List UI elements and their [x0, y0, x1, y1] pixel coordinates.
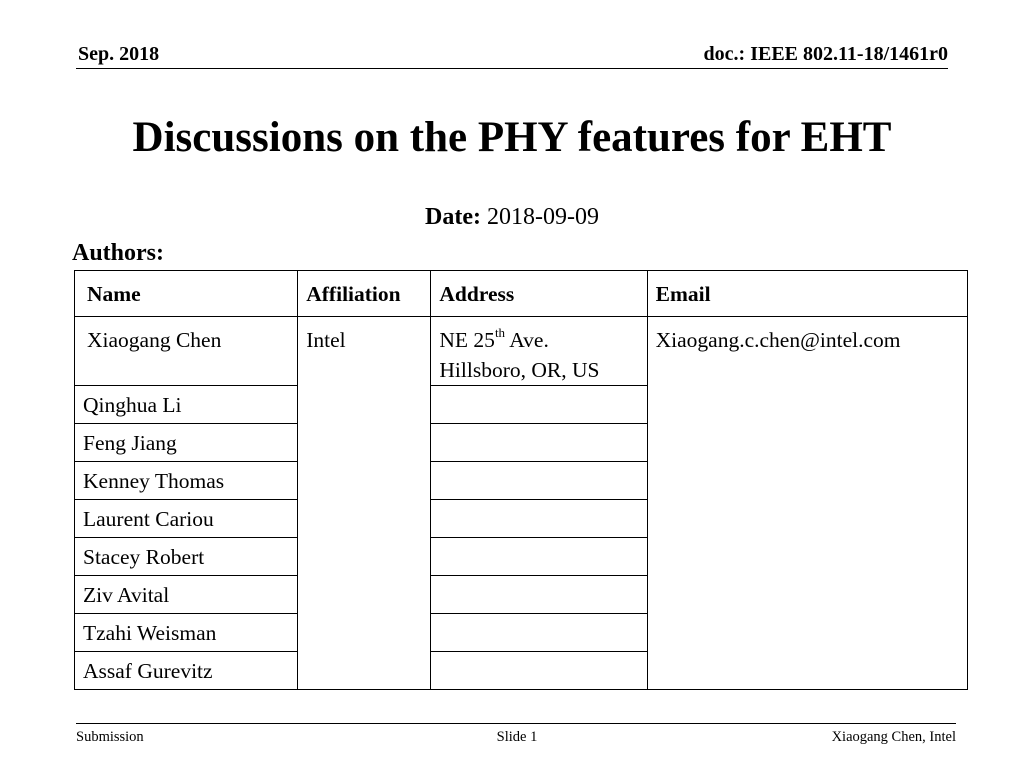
date-label: Date: [425, 204, 481, 230]
date-value: 2018-09-09 [486, 204, 599, 230]
table-row [75, 317, 968, 386]
header-divider [76, 68, 948, 69]
author-name: Feng Jiang [75, 424, 298, 462]
author-name: Assaf Gurevitz [75, 652, 298, 690]
authors-label: Authors: [72, 240, 165, 266]
author-name: Laurent Cariou [75, 500, 298, 538]
author-affiliation: Intel [298, 317, 431, 690]
footer-author: Xiaogang Chen, Intel [831, 729, 956, 745]
slide-title: Discussions on the PHY features for EHT [132, 114, 892, 161]
date-line [0, 204, 1024, 231]
header-date: Sep. 2018 [78, 43, 160, 65]
address-line-2: Hillsboro, OR, US [439, 358, 600, 382]
author-name: Kenney Thomas [75, 462, 298, 500]
address-cell [431, 576, 647, 614]
address-cell [431, 386, 647, 424]
header-email: Email [647, 271, 967, 317]
address-cell [431, 500, 647, 538]
address-cell [431, 538, 647, 576]
author-name: Ziv Avital [75, 576, 298, 614]
authors-table [74, 270, 968, 690]
header-address: Address [431, 271, 647, 317]
address-cell [431, 614, 647, 652]
author-name: Qinghua Li [75, 386, 298, 424]
header-name: Name [75, 271, 298, 317]
header-affiliation: Affiliation [298, 271, 431, 317]
address-cell [431, 462, 647, 500]
author-address [431, 317, 647, 386]
address-line-1: NE 25th Ave. [439, 324, 549, 352]
author-name: Tzahi Weisman [75, 614, 298, 652]
address-cell [431, 652, 647, 690]
footer-slide-number: Slide 1 [496, 729, 538, 745]
author-name: Stacey Robert [75, 538, 298, 576]
address-cell [431, 424, 647, 462]
author-name: Xiaogang Chen [75, 317, 298, 386]
author-email: Xiaogang.c.chen@intel.com [647, 317, 967, 690]
table-header-row [75, 271, 968, 317]
footer-divider [76, 723, 956, 724]
header-doc-number: doc.: IEEE 802.11-18/1461r0 [703, 43, 948, 65]
footer-submission: Submission [76, 729, 144, 745]
